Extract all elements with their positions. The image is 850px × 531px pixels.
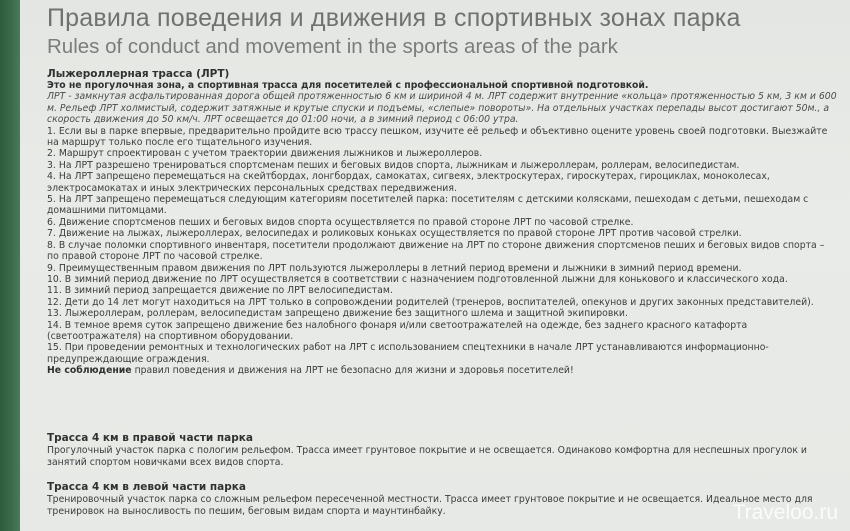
final-warning	[47, 365, 837, 376]
rule-item: 5. На ЛРТ запрещено перемещаться следующим категориям посетителей парка: посетителям с детскими колясками, пешеходам с детьми, пешеходам с домашними питомцами.	[47, 194, 809, 217]
green-accent-bar	[0, 0, 20, 531]
track-left-title: Трасса 4 км в левой части парка	[47, 481, 246, 493]
rule-item: 1. Если вы в парке впервые, предварительно пройдите всю трассу пешком, изучите её рельеф и объективно оцените уровень своей подготовки. Выезжайте на маршрут только после его тщательного изучения.	[47, 125, 828, 149]
final-warning-text: правил поведения и движения на ЛРТ не безопасно для жизни и здоровья посетителей!	[131, 365, 574, 377]
title-english: Rules of conduct and movement in the sports areas of the park	[47, 35, 618, 58]
rule-item: 8. В случае поломки спортивного инвентаря, посетители продолжают движение на ЛРТ по стороне движения спортсменов пеших и беговых видов спорта – по правой стороне ЛРТ по часовой стрелке.	[47, 239, 825, 263]
rule-item: 13. Лыжероллерам, роллерам, велосипедистам запрещено движение без защитного шлема и защитной экипировки.	[47, 308, 628, 320]
rule-item: 14. В темное время суток запрещено движение без налобного фонаря и/или светоотражателей на одежде, без заднего красного катафорта (светоотражателя) на спортивном оборудовании.	[47, 319, 748, 342]
rules-list	[47, 126, 837, 366]
track-right-section	[47, 433, 837, 468]
rule-item: 15. При проведении ремонтных и технологических работ на ЛРТ с использованием спецтехники в начале ЛРТ устанавливаются информационно-предупреждающие ограждения.	[47, 342, 769, 365]
title-russian: Правила поведения и движения в спортивных зонах парка	[47, 4, 741, 32]
lrt-section	[47, 68, 837, 377]
track-left-section	[47, 482, 837, 517]
watermark: Traveloo.ru	[732, 501, 838, 524]
track-right-text: Прогулочный участок парка с пологим рельефом. Трасса имеет грунтовое покрытие и не освещается. Одинаково комфортна для неспешных прогулок и занятий спортом новичками всех видов спорта.	[47, 445, 807, 468]
rule-item: 3. На ЛРТ разрешено тренироваться спортсменам пеших и беговых видов спорта, лыжникам и лыжероллерам, роллерам, велосипедистам.	[47, 159, 740, 171]
rule-item: 11. В зимний период запрещается движение по ЛРТ велосипедистам.	[47, 285, 393, 297]
final-warning-bold: Не соблюдение	[47, 365, 132, 377]
rule-item: 12. Дети до 14 лет могут находиться на ЛРТ только в сопровождении родителей (тренеров, воспитателей, опекунов и других законных представителей).	[47, 296, 814, 308]
lrt-subheading: Это не прогулочная зона, а спортивная трасса для посетителей с профессиональной спортивной подготовкой.	[47, 80, 649, 91]
rule-item: 9. Преимущественным правом движения по ЛРТ пользуются лыжероллеры в летний период времени и лыжники в зимний период времени.	[47, 262, 742, 274]
track-left-text: Тренировочный участок парка со сложным рельефом пересеченной местности. Трасса имеет грунтовое покрытие и не освещается. Идеальное место для тренировок на выносливость по пешим, беговым видам спорта и маунтинбайку.	[47, 494, 813, 517]
rule-item: 10. В зимний период движение по ЛРТ осуществляется в соответствии с назначением подготовленной лыжни для конькового и классического хода.	[47, 273, 788, 285]
rule-item: 6. Движение спортсменов пеших и беговых видов спорта осуществляется по правой стороне ЛРТ по часовой стрелке.	[47, 216, 634, 228]
rule-item: 2. Маршрут спроектирован с учетом траектории движения лыжников и лыжероллеров.	[47, 148, 483, 160]
rule-item: 4. На ЛРТ запрещено перемещаться на скейтбордах, лонгбордах, самокатах, сигвеях, электроскутерах, гироскутерах, гироциклах, моноколесах, электросамокатах и иных электрических персональных средствах передвижения.	[47, 171, 770, 194]
lrt-description: ЛРТ - замкнутая асфальтированная дорога общей протяженностью 6 км и шириной 4 м. ЛРТ содержит внутренние «кольца» протяженностью 5 км, 3 км и 600 м. Рельеф ЛРТ холмистый, содержит затяжные и крутые спуски и подъемы, «слепые» повороты». На отдельных участках перепады высот достигают 50м., а скорость движения до 50 км/ч. ЛРТ освещается до 01:00 ночи, а в зимний период с 06:00 утра.	[47, 91, 837, 126]
rule-item: 7. Движение на лыжах, лыжероллерах, велосипедах и роликовых коньках осуществляется по правой стороне ЛРТ против часовой стрелки.	[47, 228, 742, 240]
track-right-title: Трасса 4 км в правой части парка	[47, 432, 253, 444]
lrt-heading: Лыжероллерная трасса (ЛРТ)	[47, 68, 230, 80]
